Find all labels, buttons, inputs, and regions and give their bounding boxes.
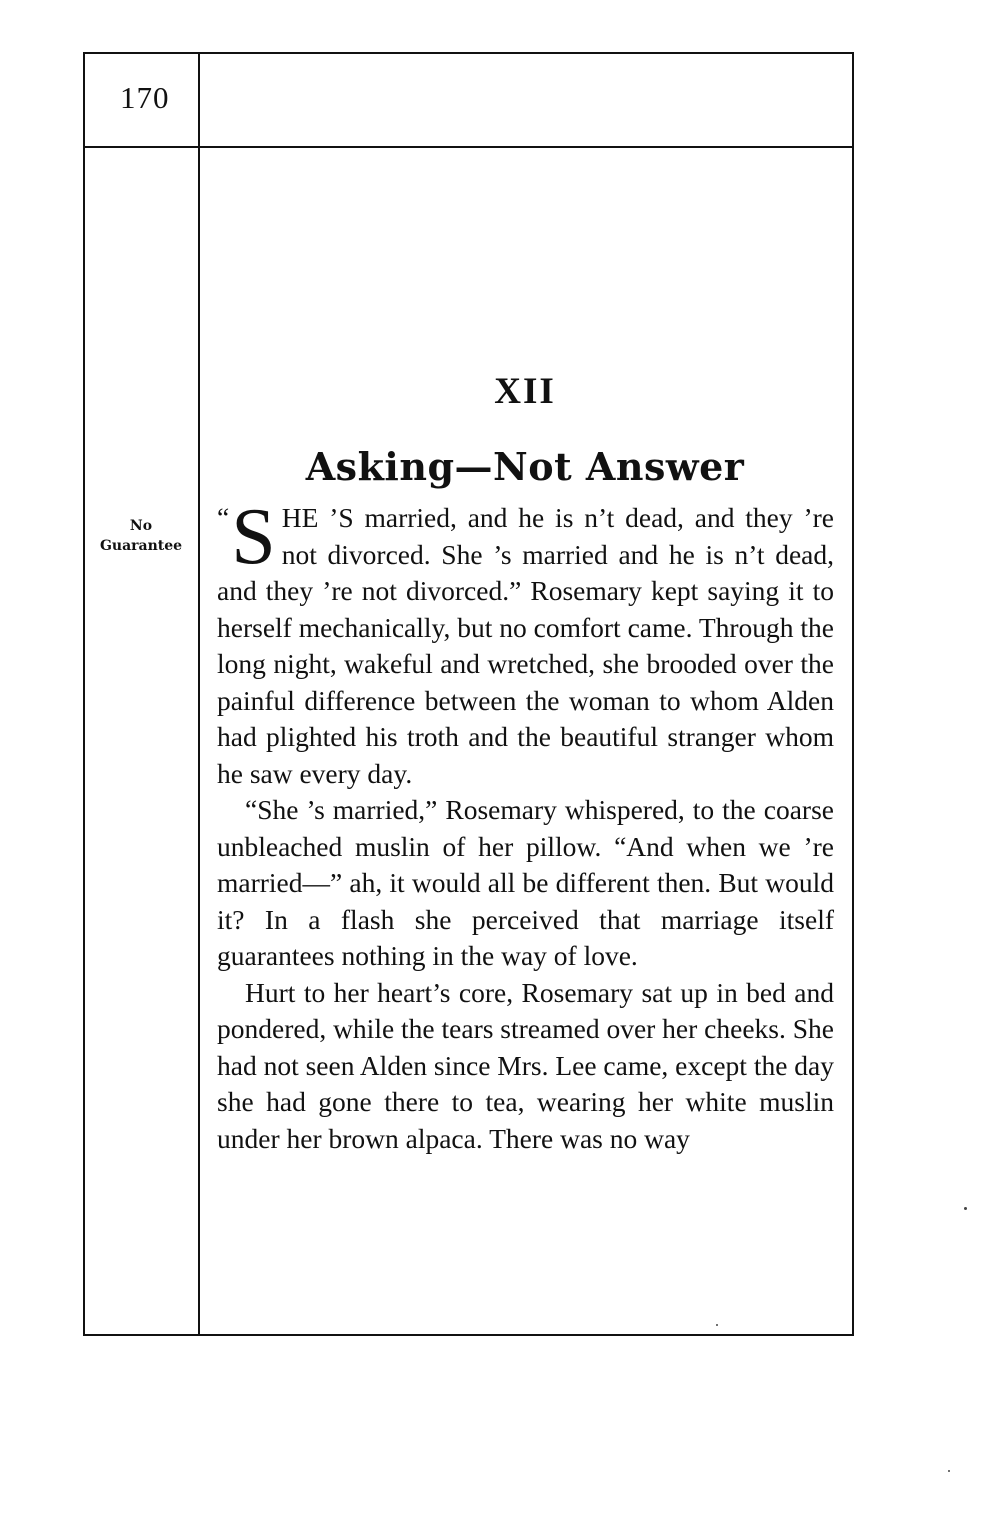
header-divider (85, 146, 852, 148)
scan-speck (948, 1470, 950, 1472)
margin-note-line-1: No (129, 518, 153, 534)
drop-cap: S (231, 493, 276, 581)
scan-speck (964, 1207, 967, 1210)
chapter-title: Asking—Not Answer (305, 444, 745, 489)
paragraph-2: “She ’s married,” Rosemary whispered, to the coarse unbleached muslin of her pillow. “And when we ’re married—” ah, it would all be different then. But would it? In a flash she perceived that marriage itself guarantees nothing in the way of love. (217, 794, 834, 971)
paragraph-1 (217, 493, 835, 792)
scan-speck (716, 1324, 718, 1326)
chapter-number: XII (494, 371, 556, 412)
margin-note-line-2: Guarantee (99, 538, 183, 554)
opening-quote: “ (217, 502, 230, 533)
page-number: 170 (120, 80, 170, 115)
margin-divider (198, 54, 200, 1334)
paragraph-1-text: HE ’S married, and he is n’t dead, and they ’re not divorced. She ’s married and he is n’t dead, and they ’re not divorced.” Rosemary kept saying it to herself mechanically, but no comfort came. Through the long night, wakeful and wretched, she brooded over the painful difference between the woman to whom Alden had plighted his troth and the beautiful stranger whom he saw every day. (217, 502, 835, 789)
paragraph-3: Hurt to her heart’s core, Rosemary sat up in bed and pondered, while the tears streamed over her cheeks. She had not seen Alden since Mrs. Lee came, except the day she had gone there to tea, wearing her white muslin under her brown alpaca. There was no way (217, 976, 834, 1154)
margin-note (85, 516, 197, 556)
body-text (217, 493, 835, 1157)
